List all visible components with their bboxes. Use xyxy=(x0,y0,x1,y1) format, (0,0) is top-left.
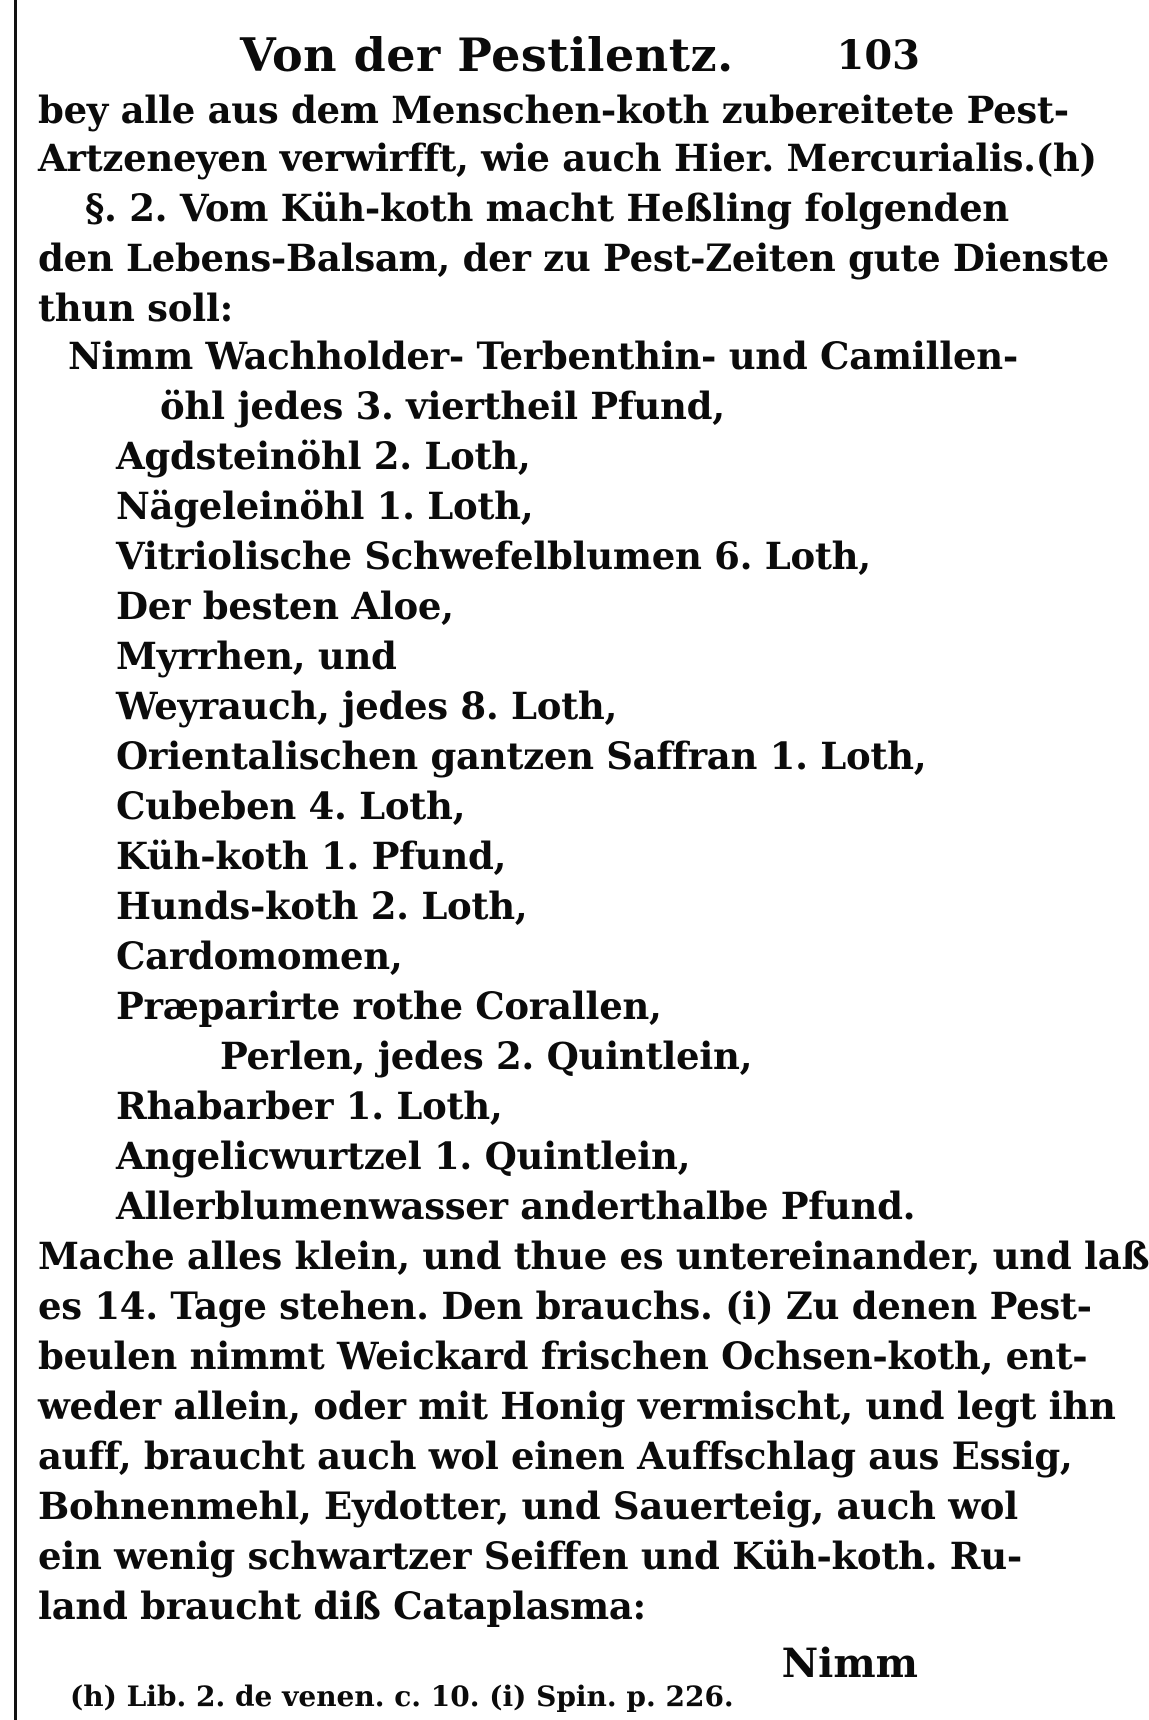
page-number: 103 xyxy=(836,32,920,79)
recipe-line: Præparirte rothe Corallen, xyxy=(116,984,662,1028)
page-header xyxy=(40,28,920,88)
text-line: land braucht diß Cataplasma: xyxy=(38,1584,646,1628)
recipe-line: Küh-koth 1. Pfund, xyxy=(116,834,507,878)
recipe-line: Nägeleinöhl 1. Loth, xyxy=(116,484,534,528)
text-line: beulen nimmt Weickard frischen Ochsen-koth, ent- xyxy=(38,1334,1088,1378)
text-line: den Lebens-Balsam, der zu Pest-Zeiten gute Dienste xyxy=(38,236,1109,280)
recipe-line: öhl jedes 3. viertheil Pfund, xyxy=(160,384,725,428)
recipe-line: Angelicwurtzel 1. Quintlein, xyxy=(116,1134,691,1178)
recipe-line: Orientalischen gantzen Saffran 1. Loth, xyxy=(116,734,927,778)
recipe-line: Perlen, jedes 2. Quintlein, xyxy=(220,1034,753,1078)
text-line: ein wenig schwartzer Seiffen und Küh-koth. Ru- xyxy=(38,1534,1022,1578)
text-line: es 14. Tage stehen. Den brauchs. (i) Zu denen Pest- xyxy=(38,1284,1092,1328)
recipe-line: Cardomomen, xyxy=(116,934,403,978)
recipe-line: Nimm Wachholder- Terbenthin- und Camillen- xyxy=(68,334,1018,378)
text-line: auff, braucht auch wol einen Auffschlag aus Essig, xyxy=(38,1434,1073,1478)
recipe-line: Allerblumenwasser anderthalbe Pfund. xyxy=(116,1184,916,1228)
recipe-line: Weyrauch, jedes 8. Loth, xyxy=(116,684,618,728)
text-line: bey alle aus dem Menschen-koth zubereitete Pest- xyxy=(38,88,1069,132)
footnotes: (h) Lib. 2. de venen. c. 10. (i) Spin. p. 226. xyxy=(70,1680,734,1713)
text-line: thun soll: xyxy=(38,286,233,330)
gutter-edge xyxy=(14,0,17,1720)
recipe-line: Der besten Aloe, xyxy=(116,584,454,628)
recipe-line: Myrrhen, und xyxy=(116,634,397,678)
text-line: Bohnenmehl, Eydotter, und Sauerteig, auch wol xyxy=(38,1484,1018,1528)
text-line: Artzeneyen verwirfft, wie auch Hier. Mercurialis.(h) xyxy=(38,136,1097,180)
recipe-line: Vitriolische Schwefelblumen 6. Loth, xyxy=(116,534,871,578)
catchword: Nimm xyxy=(781,1640,918,1687)
text-line: weder allein, oder mit Honig vermischt, und legt ihn xyxy=(38,1384,1116,1428)
recipe-line: Agdsteinöhl 2. Loth, xyxy=(116,434,531,478)
recipe-line: Cubeben 4. Loth, xyxy=(116,784,466,828)
text-line: Mache alles klein, und thue es untereinander, und laß xyxy=(38,1234,1149,1278)
recipe-line: Hunds-koth 2. Loth, xyxy=(116,884,528,928)
recipe-line: Rhabarber 1. Loth, xyxy=(116,1084,503,1128)
text-line: §. 2. Vom Küh-koth macht Heßling folgenden xyxy=(85,186,1009,230)
running-title: Von der Pestilentz. xyxy=(240,28,734,82)
